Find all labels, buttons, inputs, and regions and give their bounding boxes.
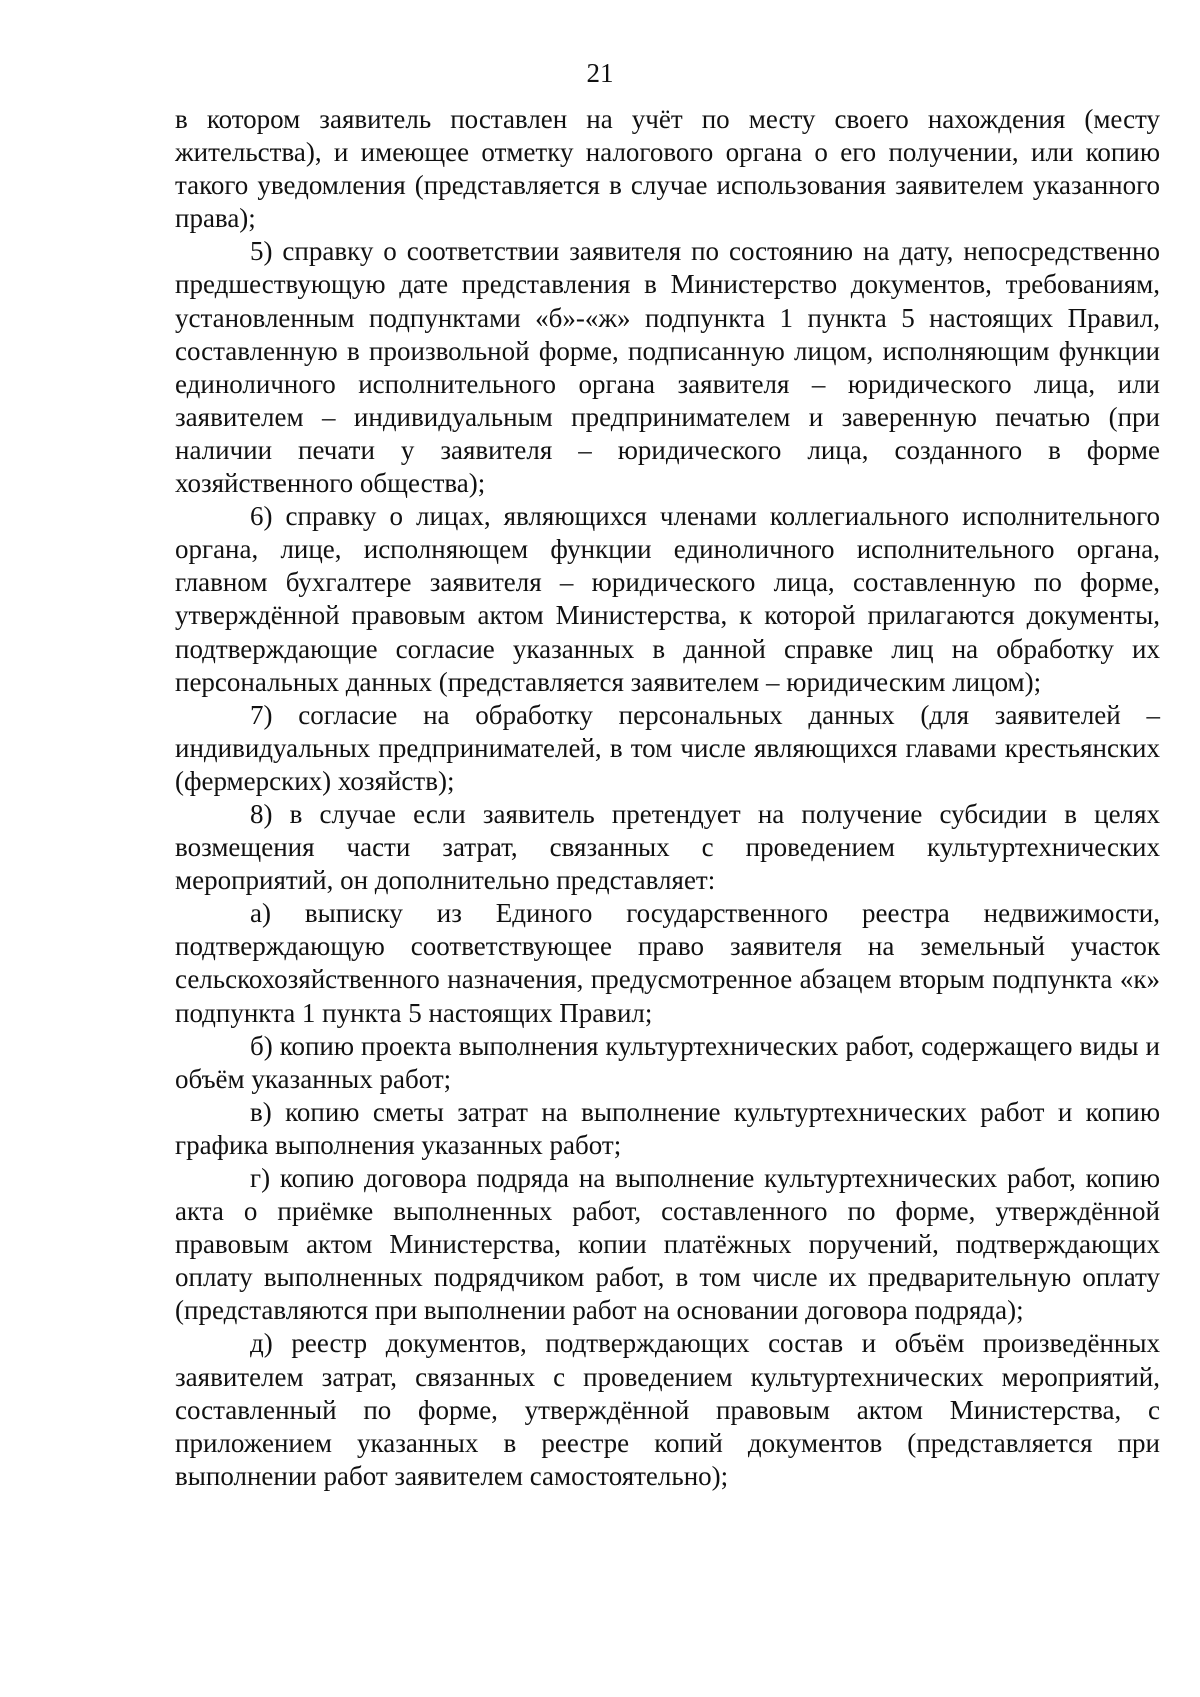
paragraph-subitem-b: б) копию проекта выполнения культуртехнических работ, содержащего виды и объём указанных работ; [175, 1030, 1160, 1094]
paragraph-continuation: в котором заявитель поставлен на учёт по месту своего нахождения (месту жительства), и имеющее отметку налогового органа о его получении, или копию такого уведомления (представляется в случае использования заявителем указанного права); [175, 104, 1160, 234]
paragraph-item-8: 8) в случае если заявитель претендует на получение субсидии в целях возмещения части затрат, связанных с проведением культуртехнических мероприятий, он дополнительно представляет: [175, 798, 1160, 896]
paragraph-item-5: 5) справку о соответствии заявителя по состоянию на дату, непосредственно предшествующую дате представления в Министерство документов, требованиям, установленным подпунктами «б»-«ж» подпункта 1 пункта 5 настоящих Правил, составленную в произвольной форме, подписанную лицом, исполняющим функции единоличного исполнительного органа заявителя – юридического лица, или заявителем – индивидуальным предпринимателем и заверенную печатью (при наличии печати у заявителя – юридического лица, созданного в форме хозяйственного общества); [175, 236, 1160, 499]
paragraph-subitem-g: г) копию договора подряда на выполнение культуртехнических работ, копию акта о приёмке выполненных работ, составленного по форме, утверждённой правовым актом Министерства, копии платёжных поручений, подтверждающих оплату выполненных подрядчиком работ, в том числе их предварительную оплату (представляются при выполнении работ на основании договора подряда); [175, 1163, 1160, 1326]
paragraph-item-7: 7) согласие на обработку персональных данных (для заявителей – индивидуальных предпринимателей, в том числе являющихся главами крестьянских (фермерских) хозяйств); [175, 699, 1160, 796]
paragraph-item-6: 6) справку о лицах, являющихся членами коллегиального исполнительного органа, лице, исполняющем функции единоличного исполнительного органа, главном бухгалтере заявителя – юридического лица, составленную по форме, утверждённой правовым актом Министерства, к которой прилагаются документы, подтверждающие согласие указанных в данной справке лиц на обработку их персональных данных (представляется заявителем – юридическим лицом); [175, 501, 1160, 697]
paragraph-subitem-v: в) копию сметы затрат на выполнение культуртехнических работ и копию графика выполнения указанных работ; [175, 1096, 1160, 1160]
document-body [175, 103, 1160, 1493]
page-number: 21 [586, 58, 614, 88]
paragraph-subitem-d: д) реестр документов, подтверждающих состав и объём произведённых заявителем затрат, связанных с проведением культуртехнических мероприятий, составленный по форме, утверждённой правовым актом Министерства, с приложением указанных в реестре копий документов (представляется при выполнении работ заявителем самостоятельно); [175, 1328, 1160, 1491]
paragraph-subitem-a: а) выписку из Единого государственного реестра недвижимости, подтверждающую соответствующее право заявителя на земельный участок сельскохозяйственного назначения, предусмотренное абзацем вторым подпункта «к» подпункта 1 пункта 5 настоящих Правил; [175, 898, 1160, 1028]
